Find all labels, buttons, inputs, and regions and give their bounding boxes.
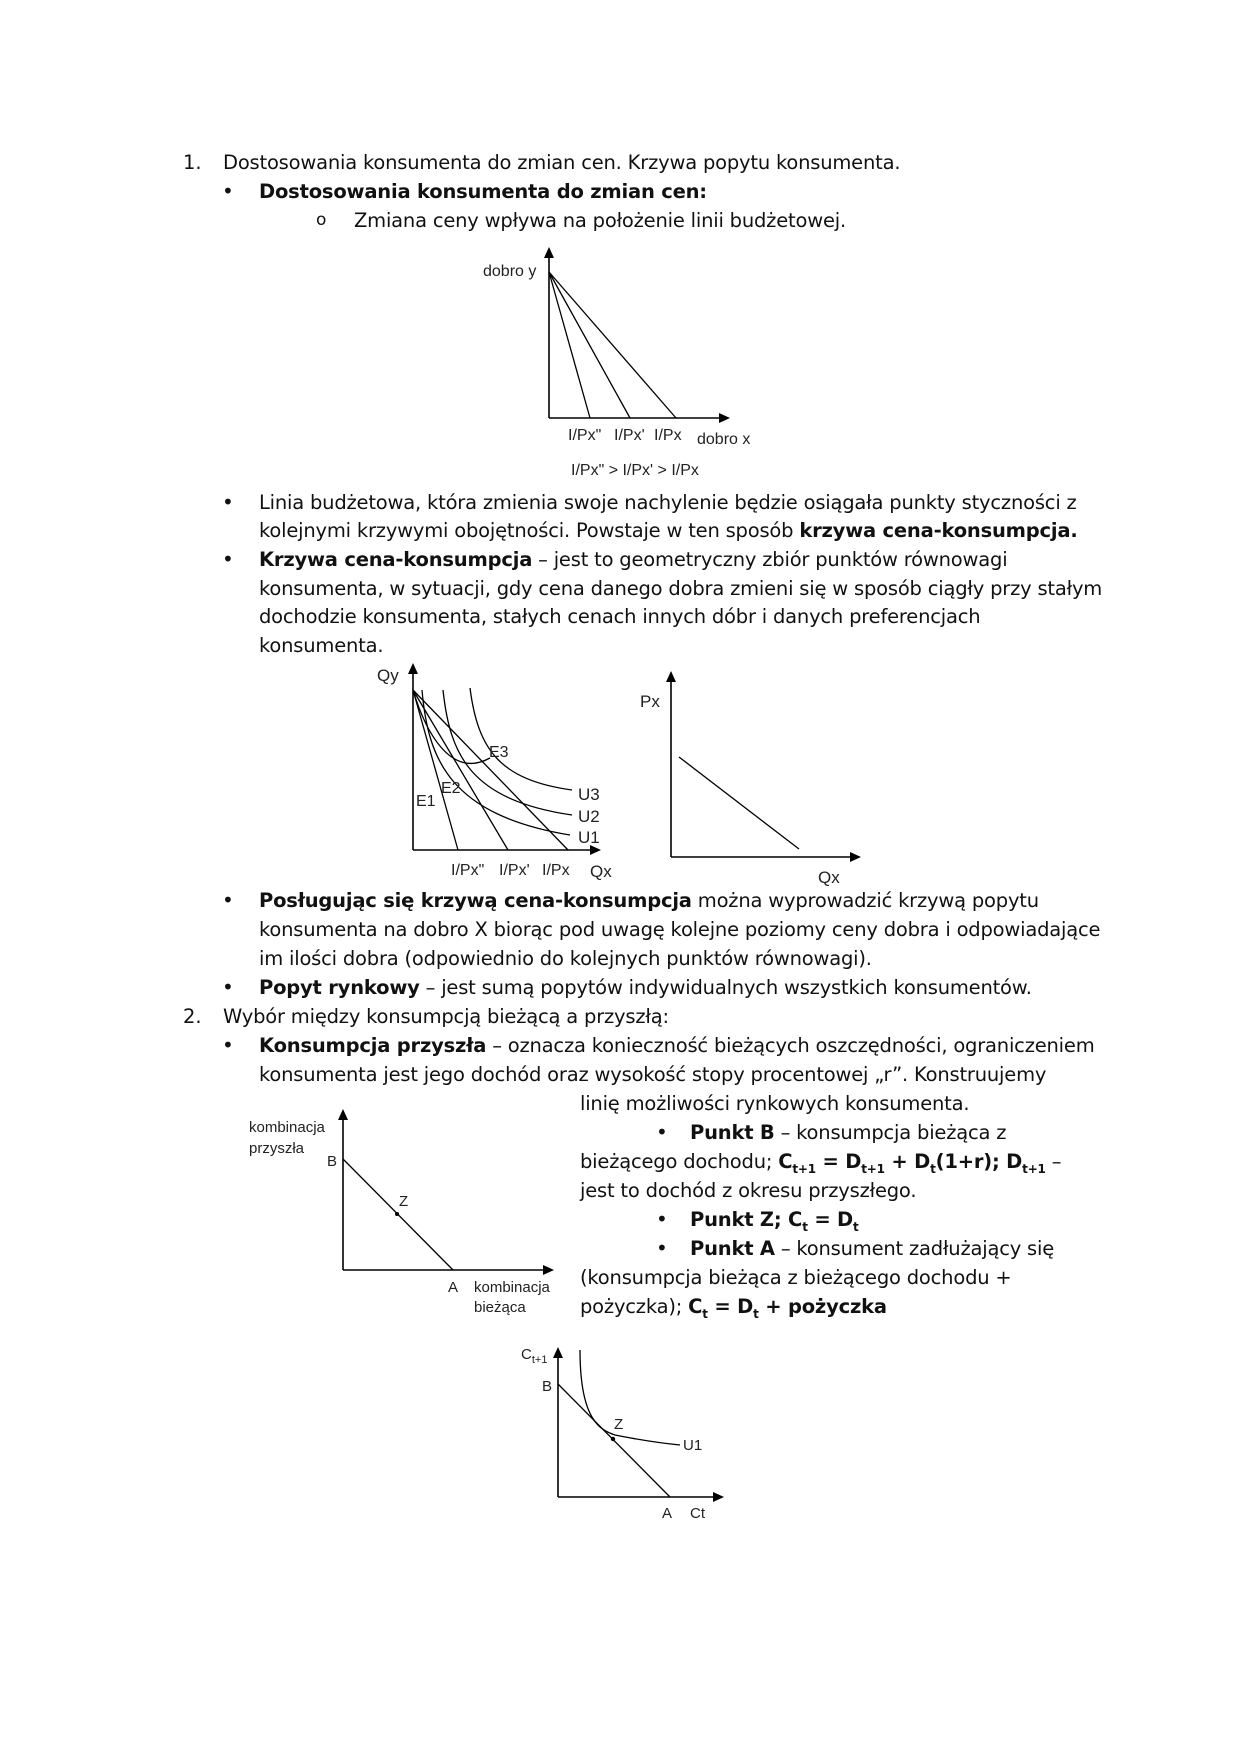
figure-caption: I/Px" > I/Px' > I/Px xyxy=(571,462,699,479)
paragraph-line: dochodzie konsumenta, stałych cenach innych dóbr i danych preferencjach xyxy=(259,605,981,628)
text-run-bold: krzywa cena-konsumpcja. xyxy=(799,519,1078,542)
paragraph-line: konsumenta na dobro X biorąc pod uwagę kolejne poziomy ceny dobra i odpowiadające xyxy=(259,918,1101,941)
sub-bullet-text: Zmiana ceny wpływa na położenie linii budżetowej. xyxy=(354,209,846,232)
curve-u1-label: U1 xyxy=(683,1437,703,1454)
formula-sub: t xyxy=(853,1219,859,1234)
paragraph-line: linię możliwości rynkowych konsumenta. xyxy=(580,1092,970,1115)
indifference-curve-u1 xyxy=(580,1350,680,1445)
formula-part: = D xyxy=(815,1150,862,1173)
point-z-marker xyxy=(611,1437,615,1441)
curve-u2-label: U2 xyxy=(578,807,600,826)
formula-part: + pożyczka xyxy=(758,1295,887,1318)
y-axis-label: dobro y xyxy=(483,263,537,280)
x-axis-label: Qx xyxy=(590,862,612,881)
point-z-label: Z xyxy=(614,1416,624,1433)
text-run-bold: Punkt A xyxy=(690,1237,775,1260)
tick-label-1: I/Px" xyxy=(451,862,485,879)
point-e1-label: E1 xyxy=(416,793,436,810)
text-run: – konsument zadłużający się xyxy=(774,1237,1055,1260)
formula-part: Punkt Z; C xyxy=(690,1208,803,1231)
paragraph-line: konsumenta. xyxy=(259,634,384,657)
text-run: kolejnymi krzywymi obojętności. Powstaje w ten sposób xyxy=(259,519,800,542)
formula-part: (1+r); D xyxy=(935,1150,1023,1173)
text-run-bold: Posługując się krzywą cena-konsumpcja xyxy=(259,889,692,912)
paragraph-line: jest to dochód z okresu przyszłego. xyxy=(580,1179,917,1202)
section-number: 2. xyxy=(183,1005,202,1028)
tick-label-3: I/Px xyxy=(542,862,570,879)
y-axis-label: Px xyxy=(640,692,660,711)
bullet-marker: • xyxy=(222,1033,234,1057)
curve-u1-label: U1 xyxy=(578,828,600,847)
formula-sub: t xyxy=(753,1306,759,1321)
y-axis-label-line1: kombinacja xyxy=(249,1119,325,1136)
tick-label-2: I/Px' xyxy=(614,427,645,444)
y-axis-label-sub: t+1 xyxy=(531,1354,548,1366)
formula-sub: t+1 xyxy=(792,1161,816,1176)
bullet-marker: • xyxy=(222,490,234,514)
y-axis-label xyxy=(521,1346,547,1366)
y-axis-label-main: C xyxy=(521,1346,532,1363)
text-run: – jest sumą popytów indywidualnych wszystkich konsumentów. xyxy=(419,976,1032,999)
bullet-marker: • xyxy=(222,179,234,203)
bullet-marker: • xyxy=(222,975,234,999)
bullet-marker: • xyxy=(656,1120,668,1144)
tick-label-3: I/Px xyxy=(654,427,682,444)
paragraph-line: Linia budżetowa, która zmienia swoje nachylenie będzie osiągała punkty styczności z xyxy=(259,491,1077,514)
tick-label-2: I/Px' xyxy=(499,862,530,879)
formula-part: C xyxy=(778,1150,793,1173)
x-axis-arrow xyxy=(713,1492,724,1502)
formula-sub: t+1 xyxy=(1022,1161,1046,1176)
curve-u3-label: U3 xyxy=(578,785,600,804)
x-axis-label-line2: bieżąca xyxy=(474,1299,526,1316)
point-a-label: A xyxy=(662,1505,673,1522)
sub-bullet-marker: o xyxy=(316,210,327,230)
formula-part: C xyxy=(688,1295,703,1318)
text-run: pożyczka); xyxy=(580,1295,689,1318)
point-a-label: A xyxy=(448,1279,459,1296)
point-e2-label: E2 xyxy=(441,780,461,797)
paragraph-line: konsumenta jest jego dochód oraz wysokość stopy procentowej „r”. Konstruujemy xyxy=(259,1063,1047,1086)
text-run-bold: Popyt rynkowy xyxy=(259,976,420,999)
bullet-marker: • xyxy=(656,1236,668,1260)
bullet-marker: • xyxy=(656,1207,668,1231)
formula-sub: t+1 xyxy=(861,1161,885,1176)
section-heading: Dostosowania konsumenta do zmian cen. Krzywa popytu konsumenta. xyxy=(223,151,901,174)
point-z-label: Z xyxy=(399,1193,409,1210)
point-e3-label: E3 xyxy=(489,744,509,761)
text-run: – jest to geometryczny zbiór punktów równowagi xyxy=(532,548,1008,571)
paragraph-line: konsumenta, w sytuacji, gdy cena danego dobra zmieni się w sposób ciągły przy stałym xyxy=(259,577,1103,600)
y-axis-arrow xyxy=(553,1347,563,1358)
y-axis-label: Qy xyxy=(377,666,399,685)
bullet-marker: • xyxy=(222,888,234,912)
text-run: bieżącego dochodu; xyxy=(580,1150,779,1173)
bullet-marker: • xyxy=(222,547,234,571)
text-run: – konsumpcja bieżąca z xyxy=(774,1121,1007,1144)
text-run-bold: Punkt B xyxy=(690,1121,775,1144)
formula-sub: t xyxy=(930,1161,936,1176)
x-axis-label-line1: kombinacja xyxy=(474,1279,550,1296)
paragraph-line: (konsumpcja bieżąca z bieżącego dochodu + xyxy=(580,1266,1012,1289)
section-heading: Wybór między konsumpcją bieżącą a przyszłą: xyxy=(223,1005,669,1028)
formula-part: = D xyxy=(707,1295,754,1318)
x-axis-label: Qx xyxy=(818,868,840,887)
bullet-title: Dostosowania konsumenta do zmian cen: xyxy=(259,180,707,203)
formula-part: + D xyxy=(884,1150,931,1173)
formula-sub: t xyxy=(802,1219,808,1234)
x-axis-label: dobro x xyxy=(697,431,751,448)
text-run: – xyxy=(1045,1150,1062,1173)
formula-part: = D xyxy=(807,1208,854,1231)
text-run: można wyprowadzić krzywą popytu xyxy=(691,889,1039,912)
x-axis-label: Ct xyxy=(690,1505,705,1522)
point-b-label: B xyxy=(542,1378,553,1395)
section-number: 1. xyxy=(183,151,202,174)
text-run-bold: Krzywa cena-konsumpcja xyxy=(259,548,533,571)
text-run: – oznacza konieczność bieżących oszczędności, ograniczeniem xyxy=(486,1034,1095,1057)
y-axis-label-line2: przyszła xyxy=(249,1140,305,1157)
tick-label-1: I/Px" xyxy=(568,427,602,444)
text-run-bold: Konsumpcja przyszła xyxy=(259,1034,487,1057)
point-b-label: B xyxy=(327,1153,338,1170)
paragraph-line: im ilości dobra (odpowiednio do kolejnych punktów równowagi). xyxy=(259,947,872,970)
formula-sub: t xyxy=(702,1306,708,1321)
